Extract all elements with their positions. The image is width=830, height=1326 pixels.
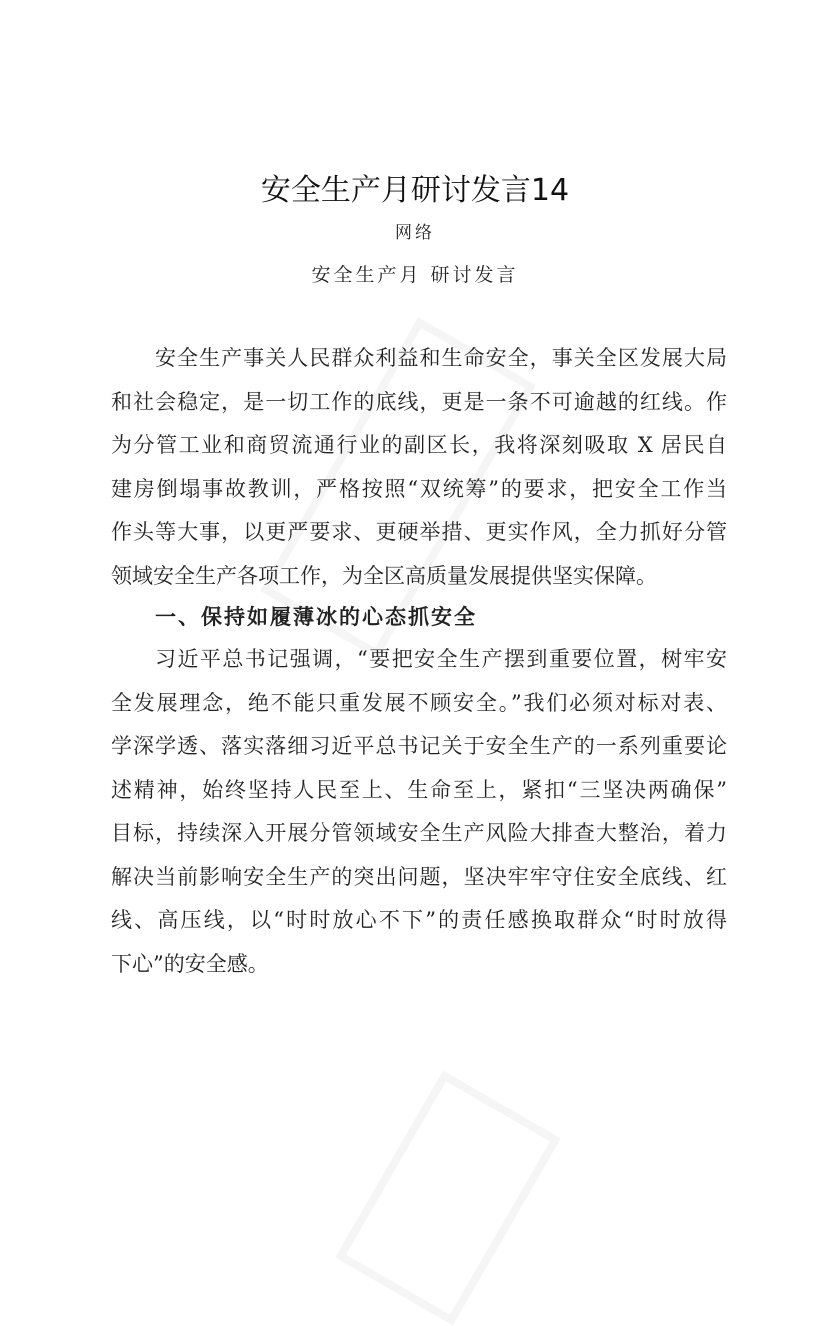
text-line: 下心”的安全感。 (111, 951, 269, 976)
document-keywords: 安全生产月 研讨发言 (311, 264, 519, 286)
text-line: 解决当前影响安全生产的突出问题，坚决牢牢守住安全底线、红 (111, 864, 727, 889)
text-line: 学深学透、落实落细习近平总书记关于安全生产的一系列重要论 (111, 734, 727, 758)
document-title: 安全生产月研讨发言14 (260, 173, 570, 208)
section-heading: 一、保持如履薄冰的心态抓安全 (155, 604, 477, 629)
text-line: 作头等大事，以更严要求、更硬举措、更实作风，全力抓好分管 (111, 520, 727, 544)
text-line: 建房倒塌事故教训，严格按照“双统筹”的要求，把安全工作当 (111, 476, 727, 501)
text-line: 线、高压线，以“时时放心不下”的责任感换取群众“时时放得 (111, 908, 727, 932)
text-line: 全发展理念，绝不能只重发展不顾安全。”我们必须对标对表、 (111, 690, 727, 715)
text-line: 为分管工业和商贸流通行业的副区长，我将深刻吸取 X 居民自 (111, 433, 727, 457)
text-line: 习近平总书记强调，“要把安全生产摆到重要位置，树牢安 (155, 647, 727, 671)
paragraph-1 (111, 337, 727, 598)
text-line: 领域安全生产各项工作，为全区高质量发展提供坚实保障。 (111, 563, 657, 588)
text-line: 目标，持续深入开展分管领域安全生产风险大排查大整治，着力 (111, 821, 727, 845)
watermark (335, 1070, 561, 1325)
text-line: 述精神，始终坚持人民至上、生命至上，紧扣“三坚决两确保” (111, 777, 727, 802)
text-line: 和社会稳定，是一切工作的底线，更是一条不可逾越的红线。作 (111, 389, 727, 414)
paragraph-2 (111, 638, 727, 986)
document-author: 网络 (395, 223, 435, 243)
text-line: 安全生产事关人民群众利益和生命安全，事关全区发展大局 (155, 346, 727, 370)
